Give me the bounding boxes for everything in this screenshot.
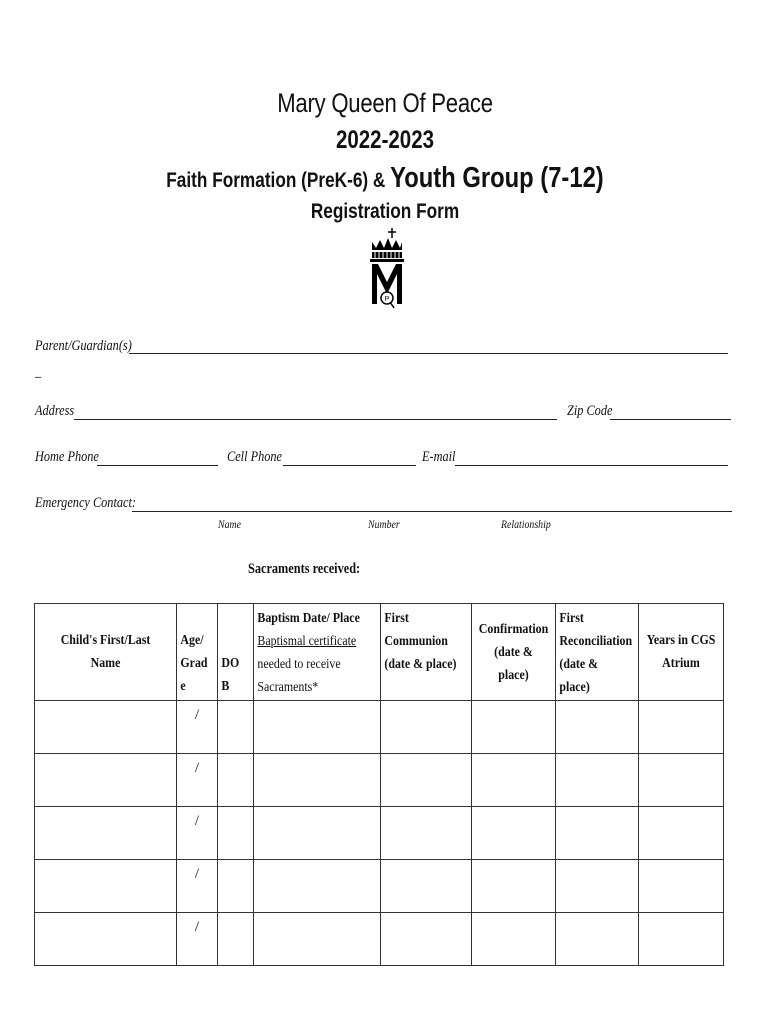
dob-cell[interactable] xyxy=(218,807,254,860)
table-row xyxy=(35,860,724,913)
form-title: Registration Form xyxy=(310,200,460,223)
baptism-cell[interactable] xyxy=(254,754,381,807)
child-name-cell[interactable] xyxy=(35,860,177,913)
header-baptism: Baptism Date/ Place Baptismal certificate needed to receive Sacraments* xyxy=(254,604,381,701)
parent-guardian-overflow: _ xyxy=(35,364,42,380)
baptism-cell[interactable] xyxy=(254,860,381,913)
dob-cell[interactable] xyxy=(218,913,254,966)
confirmation-cell[interactable] xyxy=(472,807,556,860)
reconciliation-cell[interactable] xyxy=(556,913,639,966)
header-child-name: Child's First/Last Name xyxy=(35,604,177,701)
age-grade-cell[interactable]: / xyxy=(177,807,218,860)
child-name-cell[interactable] xyxy=(35,913,177,966)
header-first-communion: First Communion (date & place) xyxy=(381,604,472,701)
communion-cell[interactable] xyxy=(381,807,472,860)
program-title xyxy=(69,162,700,195)
table-row xyxy=(35,701,724,754)
cell-phone-field[interactable] xyxy=(283,465,416,466)
table-row xyxy=(35,807,724,860)
age-grade-cell[interactable]: / xyxy=(177,754,218,807)
baptism-cell[interactable] xyxy=(254,807,381,860)
emergency-relationship-caption: Relationship xyxy=(501,517,551,531)
parish-name: Mary Queen Of Peace xyxy=(277,88,493,118)
confirmation-cell[interactable] xyxy=(472,860,556,913)
table-row xyxy=(35,754,724,807)
baptism-cell[interactable] xyxy=(254,701,381,754)
communion-cell[interactable] xyxy=(381,754,472,807)
home-phone-label: Home Phone xyxy=(35,449,99,465)
children-sacraments-table xyxy=(34,603,724,966)
emergency-contact-label: Emergency Contact: xyxy=(35,495,136,511)
age-grade-cell[interactable]: / xyxy=(177,913,218,966)
reconciliation-cell[interactable] xyxy=(556,807,639,860)
confirmation-cell[interactable] xyxy=(472,913,556,966)
cell-phone-label: Cell Phone xyxy=(227,449,283,465)
emergency-number-caption: Number xyxy=(368,517,400,531)
program-year: 2022-2023 xyxy=(335,126,435,154)
child-name-cell[interactable] xyxy=(35,807,177,860)
program-title-part2: Youth Group (7-12) xyxy=(390,162,604,194)
emergency-contact-field[interactable] xyxy=(132,511,732,512)
header-confirmation: Confirmation (date & place) xyxy=(472,604,556,701)
communion-cell[interactable] xyxy=(381,701,472,754)
emergency-name-caption: Name xyxy=(218,517,241,531)
cgs-cell[interactable] xyxy=(639,701,724,754)
dob-cell[interactable] xyxy=(218,860,254,913)
email-label: E-mail xyxy=(422,449,456,465)
zip-code-label: Zip Code xyxy=(567,403,613,419)
cgs-cell[interactable] xyxy=(639,913,724,966)
zip-code-field[interactable] xyxy=(610,419,731,420)
child-name-cell[interactable] xyxy=(35,754,177,807)
header-age-grade: Age/ Grad e xyxy=(177,604,218,701)
program-title-part1: Faith Formation (PreK-6) & xyxy=(166,169,391,192)
header-dob: DO B xyxy=(218,604,254,701)
confirmation-cell[interactable] xyxy=(472,701,556,754)
header-years-cgs: Years in CGS Atrium xyxy=(639,604,724,701)
reconciliation-cell[interactable] xyxy=(556,754,639,807)
parent-guardian-field[interactable] xyxy=(129,353,728,354)
table-row xyxy=(35,913,724,966)
cgs-cell[interactable] xyxy=(639,860,724,913)
sacraments-heading: Sacraments received: xyxy=(248,561,361,577)
communion-cell[interactable] xyxy=(381,860,472,913)
child-name-cell[interactable] xyxy=(35,701,177,754)
address-label: Address xyxy=(35,403,75,419)
age-grade-cell[interactable]: / xyxy=(177,860,218,913)
logo-letter-p: P xyxy=(384,296,390,303)
reconciliation-cell[interactable] xyxy=(556,701,639,754)
confirmation-cell[interactable] xyxy=(472,754,556,807)
cgs-cell[interactable] xyxy=(639,807,724,860)
cgs-cell[interactable] xyxy=(639,754,724,807)
parent-guardian-label: Parent/Guardian(s) xyxy=(35,338,132,354)
communion-cell[interactable] xyxy=(381,913,472,966)
reconciliation-cell[interactable] xyxy=(556,860,639,913)
parish-crown-logo xyxy=(366,228,406,310)
dob-cell[interactable] xyxy=(218,754,254,807)
address-field[interactable] xyxy=(74,419,557,420)
baptism-cell[interactable] xyxy=(254,913,381,966)
home-phone-field[interactable] xyxy=(97,465,218,466)
dob-cell[interactable] xyxy=(218,701,254,754)
email-field[interactable] xyxy=(455,465,728,466)
age-grade-cell[interactable]: / xyxy=(177,701,218,754)
table-header-row xyxy=(35,604,724,701)
header-first-reconciliation: First Reconciliation (date & place) xyxy=(556,604,639,701)
